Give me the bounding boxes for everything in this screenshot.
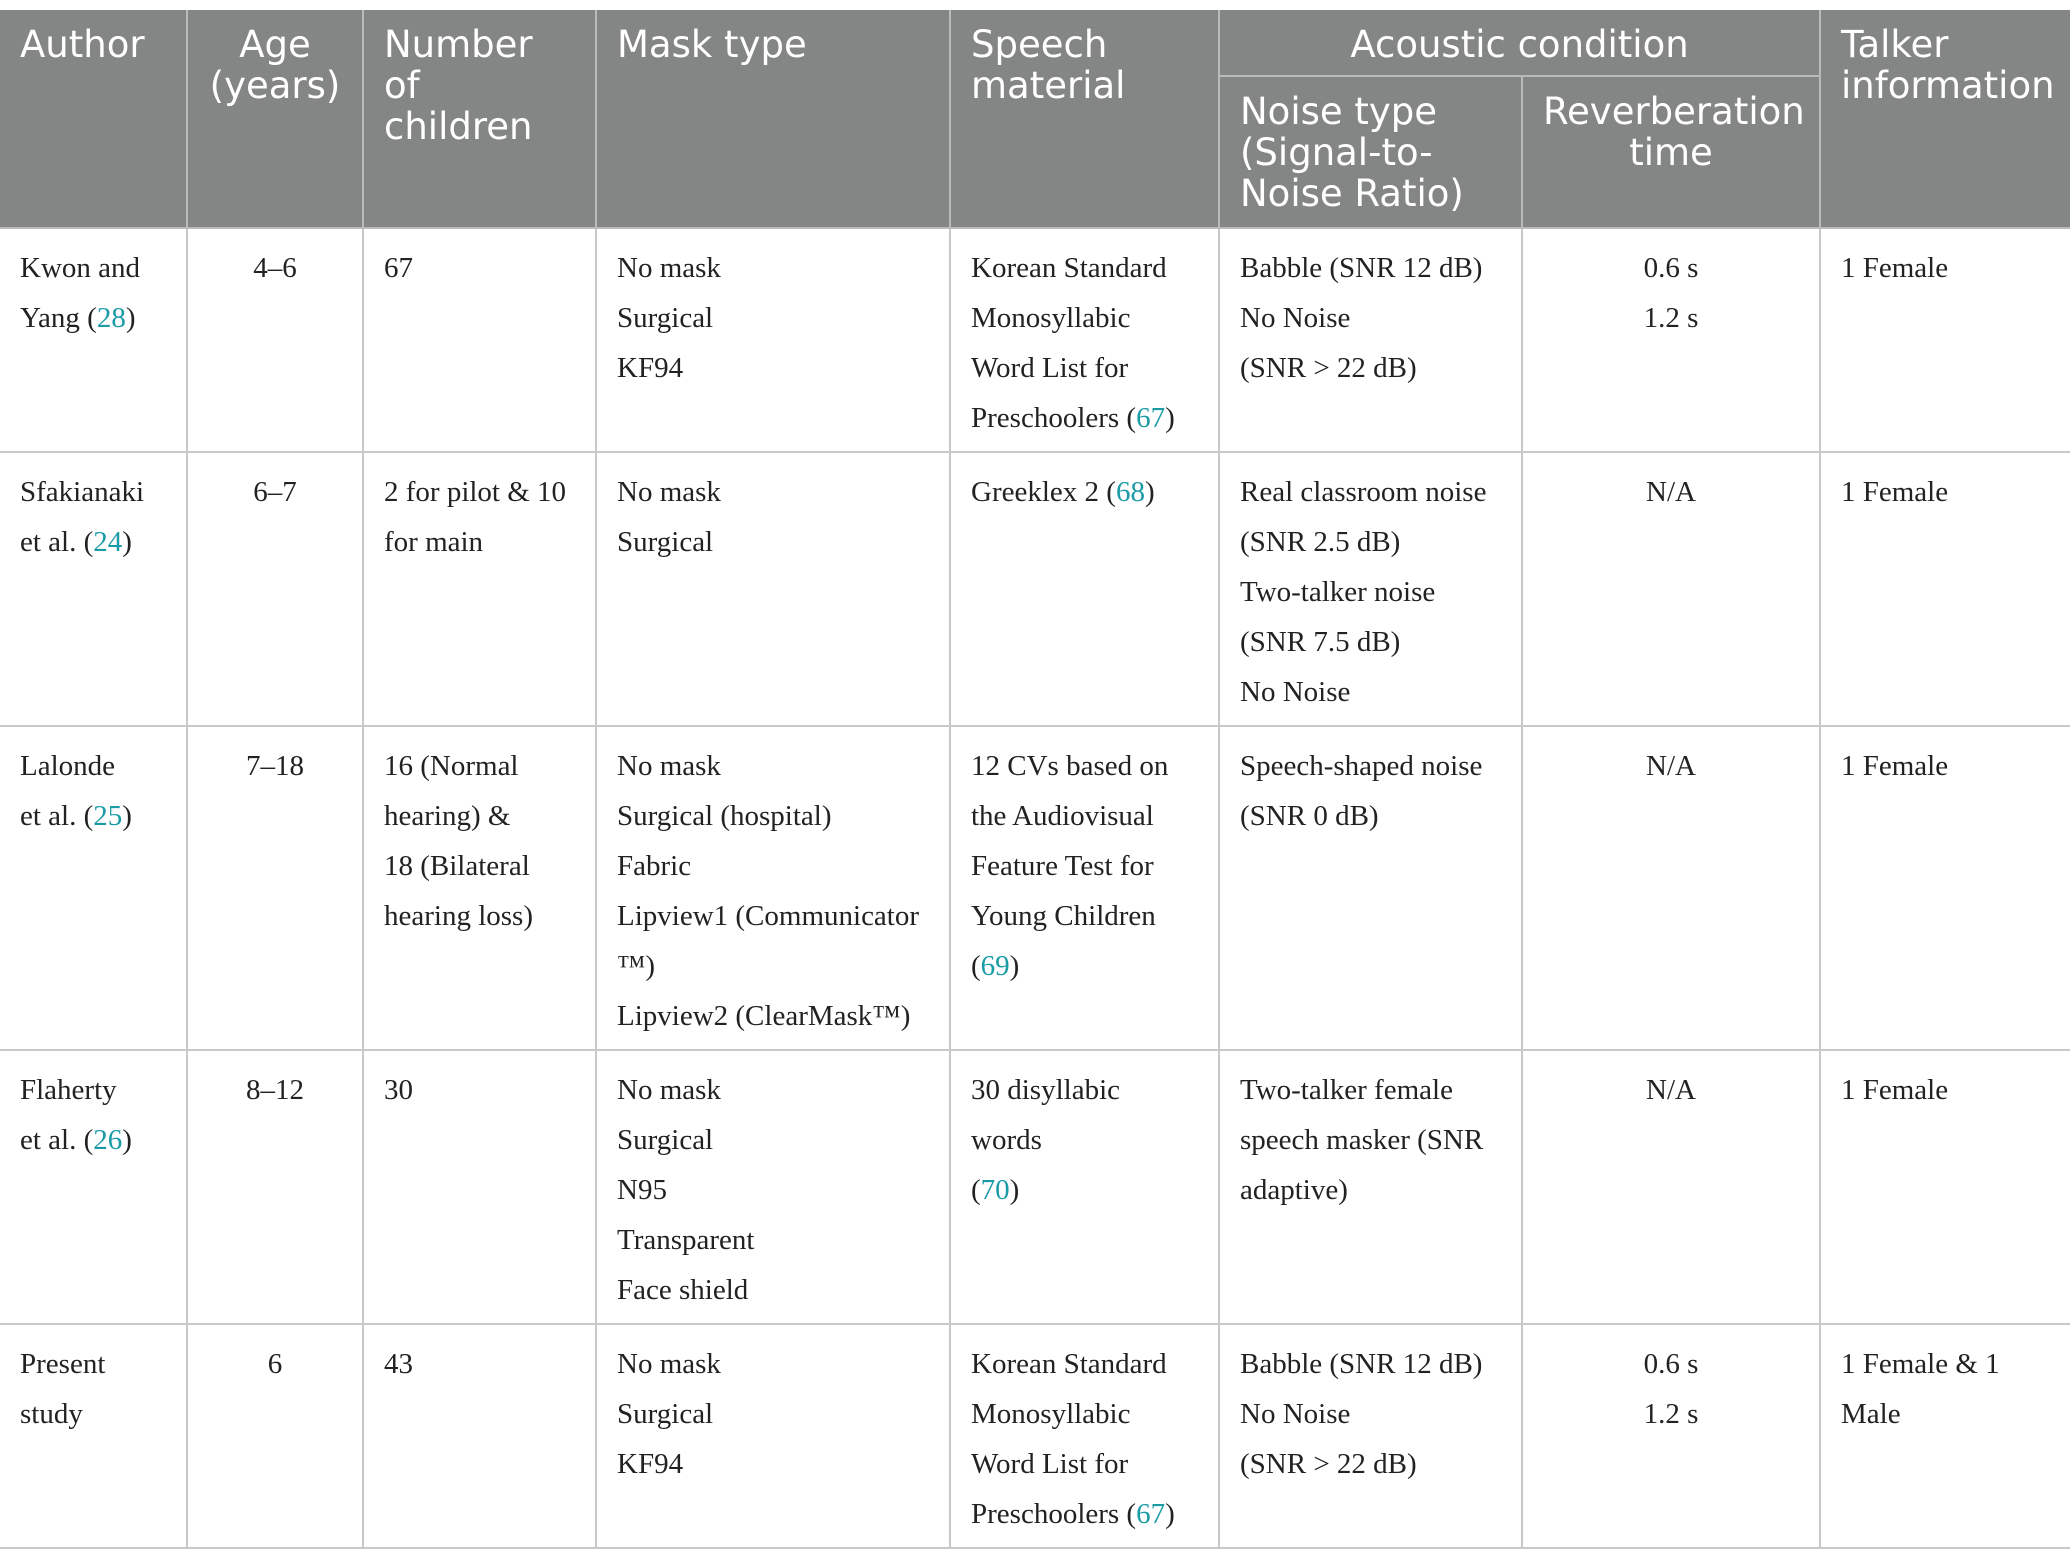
citation-link[interactable]: 25 xyxy=(93,800,123,832)
speech-material-cell: 30 disyllabic words (70) xyxy=(950,1050,1219,1324)
author-cell: Sfakianaki et al. (24) xyxy=(0,452,187,726)
header-author: Author xyxy=(0,10,187,228)
noise-type-cell: Real classroom noise (SNR 2.5 dB) Two-talker noise (SNR 7.5 dB) No Noise xyxy=(1219,452,1522,726)
children-cell: 16 (Normal hearing) & 18 (Bilateral hearing loss) xyxy=(363,726,596,1050)
author-cell: Kwon and Yang (28) xyxy=(0,228,187,452)
mask-type-cell: No mask Surgical (hospital) Fabric Lipview1 (Communicator ™) Lipview2 (ClearMask™) xyxy=(596,726,950,1050)
header-mask-type: Mask type xyxy=(596,10,950,228)
literature-table xyxy=(0,10,2070,1549)
speech-material-cell: Korean Standard Monosyllabic Word List for Preschoolers (67) xyxy=(950,228,1219,452)
mask-type-cell: No mask Surgical KF94 xyxy=(596,228,950,452)
reverberation-time-cell: 0.6 s 1.2 s xyxy=(1522,1324,1820,1548)
age-cell: 4–6 xyxy=(187,228,363,452)
table-row xyxy=(0,1050,2070,1324)
table-body xyxy=(0,228,2070,1548)
table-header xyxy=(0,10,2070,228)
age-cell: 8–12 xyxy=(187,1050,363,1324)
citation-link[interactable]: 69 xyxy=(980,950,1010,982)
header-number-of-children: Number of children xyxy=(363,10,596,228)
talker-information-cell: 1 Female xyxy=(1820,452,2070,726)
reverberation-time-cell: N/A xyxy=(1522,1050,1820,1324)
age-cell: 6–7 xyxy=(187,452,363,726)
age-cell: 7–18 xyxy=(187,726,363,1050)
reverberation-time-cell: N/A xyxy=(1522,726,1820,1050)
header-speech-material: Speech material xyxy=(950,10,1219,228)
citation-link[interactable]: 68 xyxy=(1115,476,1145,508)
table-row xyxy=(0,228,2070,452)
noise-type-cell: Speech-shaped noise (SNR 0 dB) xyxy=(1219,726,1522,1050)
speech-material-cell: Greeklex 2 (68) xyxy=(950,452,1219,726)
reverberation-time-cell: 0.6 s 1.2 s xyxy=(1522,228,1820,452)
table-row xyxy=(0,726,2070,1050)
citation-link[interactable]: 70 xyxy=(980,1174,1010,1206)
author-cell: Present study xyxy=(0,1324,187,1548)
noise-type-cell: Two-talker female speech masker (SNR adaptive) xyxy=(1219,1050,1522,1324)
citation-link[interactable]: 28 xyxy=(96,302,126,334)
children-cell: 30 xyxy=(363,1050,596,1324)
speech-material-cell: 12 CVs based on the Audiovisual Feature Test for Young Children (69) xyxy=(950,726,1219,1050)
header-age: Age (years) xyxy=(187,10,363,228)
mask-type-cell: No mask Surgical KF94 xyxy=(596,1324,950,1548)
talker-information-cell: 1 Female xyxy=(1820,228,2070,452)
talker-information-cell: 1 Female xyxy=(1820,1050,2070,1324)
children-cell: 43 xyxy=(363,1324,596,1548)
noise-type-cell: Babble (SNR 12 dB) No Noise (SNR > 22 dB) xyxy=(1219,228,1522,452)
noise-type-cell: Babble (SNR 12 dB) No Noise (SNR > 22 dB) xyxy=(1219,1324,1522,1548)
author-cell: Flaherty et al. (26) xyxy=(0,1050,187,1324)
speech-material-cell: Korean Standard Monosyllabic Word List for Preschoolers (67) xyxy=(950,1324,1219,1548)
children-cell: 67 xyxy=(363,228,596,452)
talker-information-cell: 1 Female & 1 Male xyxy=(1820,1324,2070,1548)
citation-link[interactable]: 67 xyxy=(1136,1498,1166,1530)
header-reverberation-time: Reverberation time xyxy=(1522,76,1820,228)
citation-link[interactable]: 26 xyxy=(93,1124,123,1156)
mask-type-cell: No mask Surgical xyxy=(596,452,950,726)
header-acoustic-condition: Acoustic condition xyxy=(1219,10,1820,76)
citation-link[interactable]: 24 xyxy=(93,526,123,558)
table-row xyxy=(0,1324,2070,1548)
age-cell: 6 xyxy=(187,1324,363,1548)
reverberation-time-cell: N/A xyxy=(1522,452,1820,726)
header-talker-information: Talker information xyxy=(1820,10,2070,228)
table-row xyxy=(0,452,2070,726)
children-cell: 2 for pilot & 10 for main xyxy=(363,452,596,726)
citation-link[interactable]: 67 xyxy=(1136,402,1166,434)
header-noise-type: Noise type (Signal-to- Noise Ratio) xyxy=(1219,76,1522,228)
mask-type-cell: No mask Surgical N95 Transparent Face shield xyxy=(596,1050,950,1324)
talker-information-cell: 1 Female xyxy=(1820,726,2070,1050)
author-cell: Lalonde et al. (25) xyxy=(0,726,187,1050)
